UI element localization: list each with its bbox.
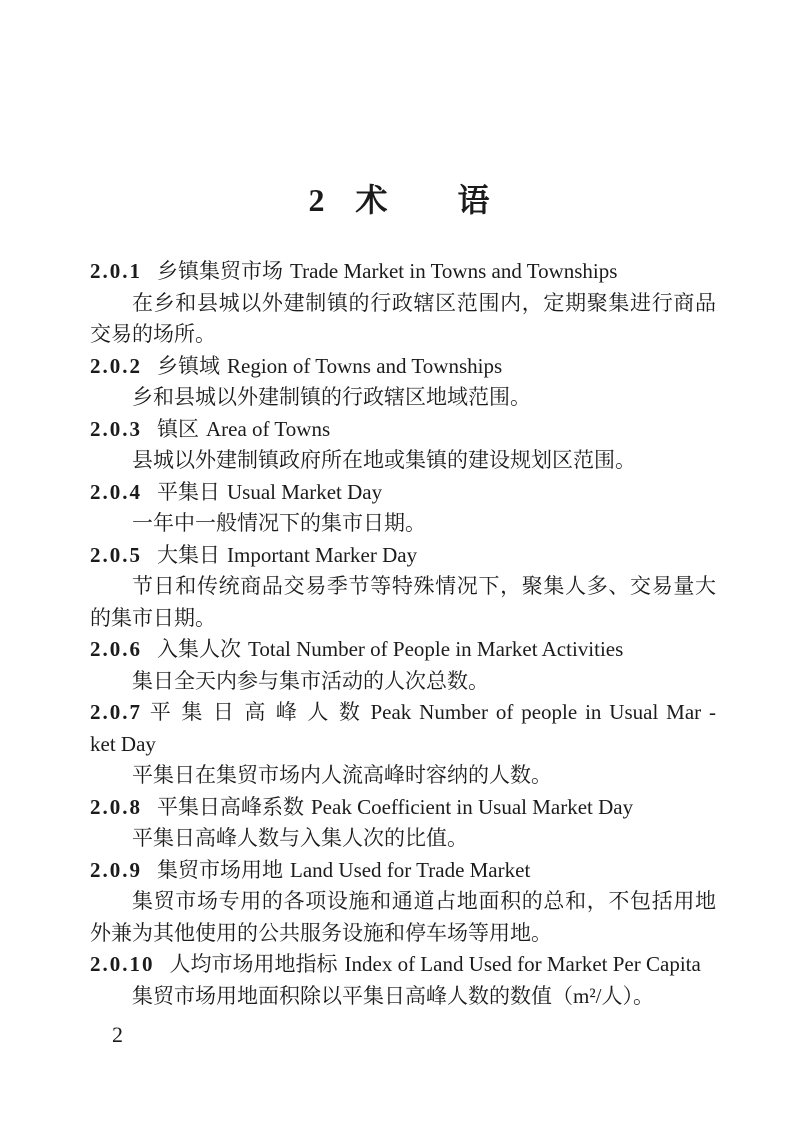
term-en-name: Index of Land Used for Market Per Capita <box>344 952 701 976</box>
chapter-title-text: 术 语 <box>355 182 492 218</box>
term-heading <box>90 697 716 729</box>
term-heading <box>90 949 716 981</box>
term-definition: 平集日在集贸市场内人流高峰时容纳的人数。 <box>132 763 552 787</box>
term-en-name: Usual Market Day <box>227 479 383 504</box>
term-en-name: Trade Market in Towns and Townships <box>290 259 618 283</box>
term-heading <box>90 351 716 383</box>
term-cn-name: 镇区 <box>157 416 199 441</box>
term-entry-2-0-2 <box>90 351 716 414</box>
term-definition: 一年中一般情况下的集市日期。 <box>132 511 426 535</box>
term-number: 2.0.3 <box>90 416 142 441</box>
term-definition: 在乡和县城以外建制镇的行政辖区范围内，定期聚集进行商品交易的场所。 <box>90 290 716 346</box>
term-cn-name: 入集人次 <box>157 637 241 661</box>
page-number: 2 <box>112 1022 123 1047</box>
term-heading <box>90 634 716 666</box>
term-definition: 集贸市场用地面积除以平集日高峰人数的数值（m²/人）。 <box>132 983 654 1008</box>
term-definition: 集日全天内参与集市活动的人次总数。 <box>132 668 489 693</box>
term-cn-name: 乡镇集贸市场 <box>157 259 283 283</box>
term-en-name: Total Number of People in Market Activities <box>248 637 624 661</box>
term-entry-2-0-1 <box>90 256 716 351</box>
term-heading <box>90 855 716 887</box>
term-entry-2-0-3 <box>90 414 716 477</box>
term-heading <box>90 477 716 509</box>
term-entry-2-0-10 <box>90 949 716 1012</box>
term-entry-2-0-7 <box>90 697 716 792</box>
term-number: 2.0.9 <box>90 857 142 882</box>
term-cn-name: 平集日高峰系数 <box>157 794 304 819</box>
term-en-name: Region of Towns and Townships <box>227 353 503 378</box>
term-cn-name: 乡镇域 <box>157 353 220 378</box>
term-number: 2.0.1 <box>90 259 142 283</box>
term-en-name: Land Used for Trade Market <box>290 857 531 882</box>
term-heading <box>90 792 716 824</box>
term-definition: 县城以外建制镇政府所在地或集镇的建设规划区范围。 <box>132 448 636 472</box>
term-entry-2-0-6 <box>90 634 716 697</box>
term-number: 2.0.4 <box>90 479 142 504</box>
term-definition: 集贸市场专用的各项设施和通道占地面积的总和，不包括用地外兼为其他使用的公共服务设施和停车场等用地。 <box>90 889 716 945</box>
chapter-number: 2 <box>308 182 326 218</box>
term-heading <box>90 540 716 572</box>
term-en-name: Peak Number of people in Usual Mar - <box>370 700 717 724</box>
term-entry-2-0-5 <box>90 540 716 635</box>
term-en-name: Area of Towns <box>206 416 331 441</box>
term-heading <box>90 256 716 288</box>
term-entry-2-0-4 <box>90 477 716 540</box>
term-definition: 乡和县城以外建制镇的行政辖区地域范围。 <box>132 385 531 409</box>
term-definition: 节日和传统商品交易季节等特殊情况下，聚集人多、交易量大的集市日期。 <box>90 574 716 630</box>
term-cn-name: 集贸市场用地 <box>157 857 283 882</box>
term-cn-name: 平 集 日 高 峰 人 数 <box>149 700 363 724</box>
term-entry-2-0-9 <box>90 855 716 950</box>
chapter-title <box>0 178 800 222</box>
term-definition: 平集日高峰人数与入集人次的比值。 <box>132 826 468 850</box>
term-number: 2.0.7 <box>90 700 142 724</box>
term-en-name-continued: ket Day <box>90 731 156 756</box>
term-number: 2.0.5 <box>90 542 142 567</box>
term-number: 2.0.8 <box>90 794 142 819</box>
term-number: 2.0.2 <box>90 353 142 378</box>
term-number: 2.0.6 <box>90 637 142 661</box>
term-en-name: Peak Coefficient in Usual Market Day <box>311 794 634 819</box>
term-en-name: Important Marker Day <box>227 542 418 567</box>
term-entry-2-0-8 <box>90 792 716 855</box>
term-number: 2.0.10 <box>90 952 155 976</box>
term-cn-name: 人均市场用地指标 <box>169 952 338 976</box>
terms-list <box>90 256 716 1012</box>
term-cn-name: 大集日 <box>157 542 220 567</box>
term-cn-name: 平集日 <box>157 479 220 504</box>
term-heading <box>90 414 716 446</box>
